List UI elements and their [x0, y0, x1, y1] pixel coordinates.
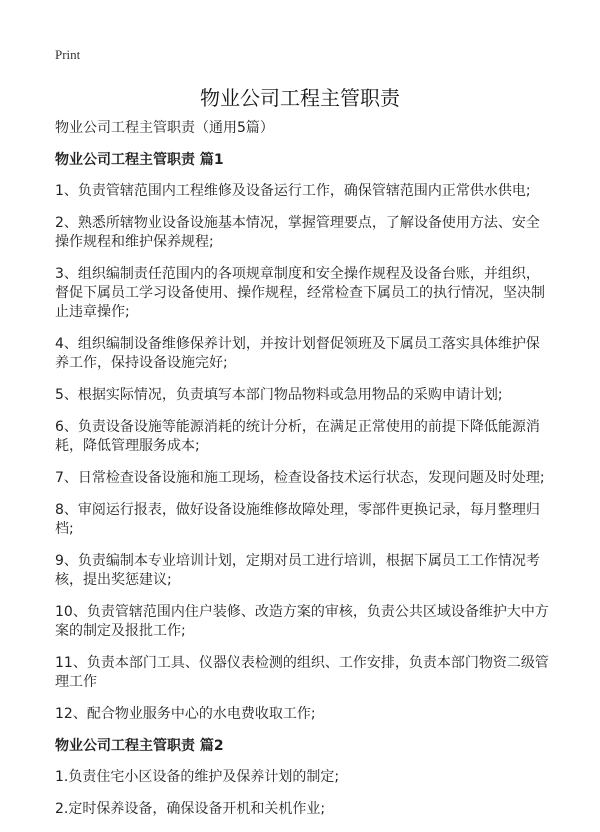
- page-title: 物业公司工程主管职责: [200, 86, 400, 110]
- subtitle: 物业公司工程主管职责（通用5篇）: [55, 120, 274, 136]
- list-item: 10、负责管辖范围内住户装修、改造方案的审核，负责公共区域设备维护大中方案的制定及报批工作;: [55, 604, 549, 639]
- list-item: 1.负责住宅小区设备的维护及保养计划的制定;: [55, 769, 340, 785]
- list-item: 12、配合物业服务中心的水电费收取工作;: [55, 706, 316, 722]
- list-item: 9、负责编制本专业培训计划，定期对员工进行培训，根据下属员工工作情况考核，提出奖惩建议;: [55, 553, 540, 588]
- list-item: 1、负责管辖范围内工程维修及设备运行工作，确保管辖范围内正常供水供电;: [55, 183, 531, 199]
- list-item: 5、根据实际情况，负责填写本部门物品物料或急用物品的采购申请计划;: [55, 387, 503, 403]
- list-item: 2.定时保养设备，确保设备开机和关机作业;: [55, 801, 326, 817]
- list-item: 4、组织编制设备维修保养计划，并按计划督促领班及下属员工落实具体维护保养工作，保持设备设施完好;: [55, 336, 540, 371]
- list-item: 6、负责设备设施等能源消耗的统计分析，在满足正常使用的前提下降低能源消耗，降低管理服务成本;: [55, 419, 540, 454]
- list-item: 3、组织编制责任范围内的各项规章制度和安全操作规程及设备台账，并组织，督促下属员工学习设备使用、操作规程，经常检查下属员工的执行情况，坚决制止违章操作;: [55, 266, 545, 320]
- list-item: 11、负责本部门工具、仪器仪表检测的组织、工作安排，负责本部门物资二级管理工作: [55, 655, 549, 690]
- section-heading: 物业公司工程主管职责 篇2: [55, 738, 224, 754]
- section-heading: 物业公司工程主管职责 篇1: [55, 152, 224, 168]
- list-item: 7、日常检查设备设施和施工现场，检查设备技术运行状态，发现问题及时处理;: [55, 470, 545, 486]
- print-link[interactable]: Print: [55, 47, 81, 62]
- document-body: [55, 119, 551, 832]
- list-item: 8、审阅运行报表，做好设备设施维修故障处理，零部件更换记录，每月整理归档;: [55, 502, 540, 537]
- list-item: 2、熟悉所辖物业设备设施基本情况，掌握管理要点，了解设备使用方法、安全操作规程和维护保养规程;: [55, 215, 540, 250]
